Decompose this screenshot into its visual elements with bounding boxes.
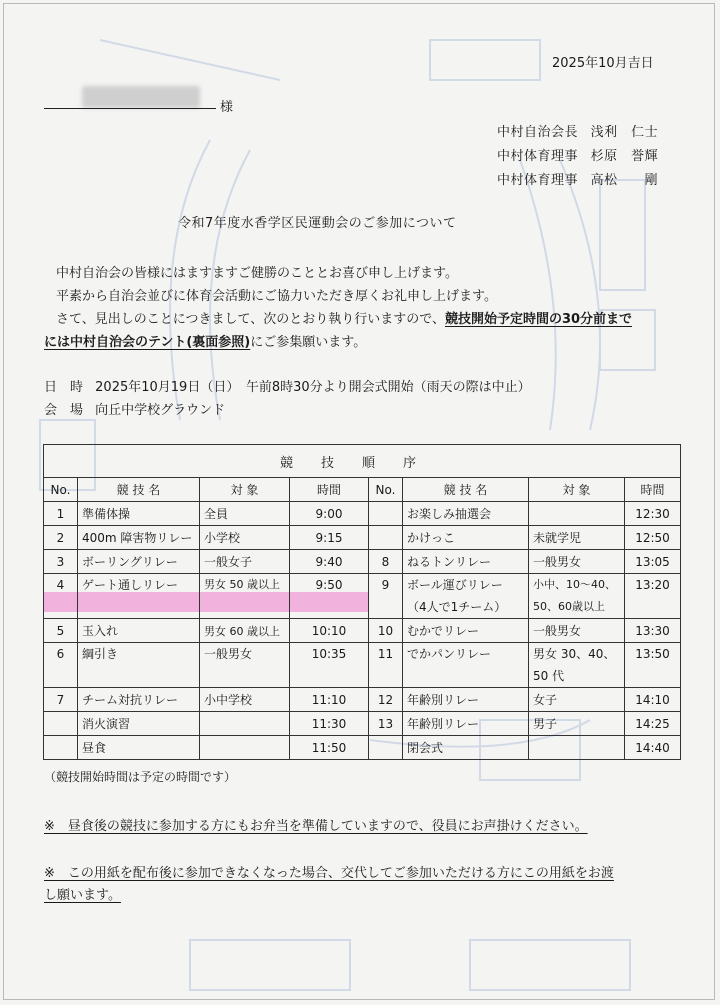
sender-2 [497, 145, 658, 164]
table-row [44, 643, 681, 688]
table-row [44, 688, 681, 712]
cell-time: 9:00 [290, 502, 369, 526]
cell-event: 玉入れ [78, 619, 200, 643]
cell-target [529, 736, 625, 760]
cell-no: 7 [44, 688, 78, 712]
cell-target-line1: 小中、10～40、 [533, 578, 616, 591]
table-heading: 競技順序 [44, 445, 681, 478]
body-line-1: 中村自治会の皆様にはますますご健勝のこととお喜び申し上げます。 [56, 266, 458, 281]
cell-time: 12:30 [625, 502, 681, 526]
event-venue [44, 399, 225, 418]
body-line-3 [56, 308, 632, 327]
program-table [43, 444, 681, 760]
sender-role: 中村自治会長 [497, 125, 579, 140]
cell-event: お楽しみ抽選会 [403, 502, 529, 526]
cell-event: 準備体操 [78, 502, 200, 526]
datetime-label: 日 時 [44, 380, 84, 395]
venue-value: 向丘中学校グラウンド [95, 403, 226, 418]
cell-time: 9:40 [290, 550, 369, 574]
cell-time: 13:05 [625, 550, 681, 574]
body-line-4-plain: にご参集願います。 [250, 335, 367, 350]
sender-name: 浅利 仁士 [590, 125, 659, 140]
table-row [44, 736, 681, 760]
cell-no: 13 [369, 712, 403, 736]
cell-no [369, 502, 403, 526]
cell-time: 13:30 [625, 619, 681, 643]
table-row [44, 526, 681, 550]
sender-role: 中村体育理事 [497, 149, 579, 164]
sender-role: 中村体育理事 [497, 173, 579, 188]
cell-target-line2: 50、60歳以上 [533, 600, 605, 613]
cell-event: 400m 障害物リレー [78, 526, 200, 550]
cell-event: 昼食 [78, 736, 200, 760]
table-column-headers [44, 478, 681, 502]
cell-target [200, 712, 290, 736]
col-no: No. [44, 478, 78, 502]
col-target: 対 象 [529, 478, 625, 502]
cell-target-line2: 50 代 [533, 669, 565, 683]
cell-target [200, 736, 290, 760]
cell-time: 11:50 [290, 736, 369, 760]
cell-event: ゲート通しリレー [78, 574, 200, 619]
cell-event: ボーリングリレー [78, 550, 200, 574]
cell-target: 一般男女 [529, 619, 625, 643]
body-line-3-plain: さて、見出しのことにつきまして、次のとおり執り行いますので、 [56, 312, 445, 327]
cell-time: 14:10 [625, 688, 681, 712]
cell-no: 12 [369, 688, 403, 712]
cell-time: 11:10 [290, 688, 369, 712]
event-datetime [44, 376, 531, 395]
cell-target-line1: 男女 30、40、 [533, 647, 616, 661]
cell-target [529, 502, 625, 526]
cell-target: 小中学校 [200, 688, 290, 712]
col-event: 競 技 名 [403, 478, 529, 502]
cell-target: 一般男女 [200, 643, 290, 688]
cell-event: 消火演習 [78, 712, 200, 736]
remark-substitute-text-2: し願います。 [44, 888, 121, 903]
datetime-value: 2025年10月19日（日） 午前8時30分より開会式開始（雨天の際は中止） [95, 380, 531, 395]
col-time: 時間 [625, 478, 681, 502]
remark-lunch [44, 815, 588, 834]
body-line-4 [44, 331, 366, 350]
cell-time: 13:50 [625, 643, 681, 688]
sender-3 [497, 169, 658, 188]
cell-event: むかでリレー [403, 619, 529, 643]
cell-no [369, 526, 403, 550]
cell-no: 11 [369, 643, 403, 688]
body-line-2: 平素から自治会並びに体育会活動にご協力いただき厚くお礼申し上げます。 [56, 289, 497, 304]
sender-1 [497, 121, 658, 140]
remark-substitute-line2 [44, 884, 121, 903]
sender-name: 杉原 誉輝 [590, 149, 659, 164]
cell-no: 5 [44, 619, 78, 643]
table-row [44, 502, 681, 526]
col-no: No. [369, 478, 403, 502]
cell-event-line1: ボール運びリレー [407, 578, 503, 592]
cell-time: 13:20 [625, 574, 681, 619]
cell-event: 年齢別リレー [403, 712, 529, 736]
cell-event: でかパンリレー [403, 643, 529, 688]
cell-no: 2 [44, 526, 78, 550]
col-event: 競 技 名 [78, 478, 200, 502]
issue-date: 2025年10月吉日 [552, 56, 654, 71]
cell-event: チーム対抗リレー [78, 688, 200, 712]
remark-lunch-text: ※ 昼食後の競技に参加する方にもお弁当を準備していますので、役員にお声掛けください。 [44, 819, 588, 834]
cell-no: 4 [44, 574, 78, 619]
cell-time: 14:40 [625, 736, 681, 760]
col-time: 時間 [290, 478, 369, 502]
cell-target [529, 574, 625, 619]
col-target: 対 象 [200, 478, 290, 502]
cell-time: 10:10 [290, 619, 369, 643]
cell-no: 6 [44, 643, 78, 688]
cell-no: 8 [369, 550, 403, 574]
table-row [44, 619, 681, 643]
cell-event: かけっこ [403, 526, 529, 550]
cell-event-line2: （4人で1チーム） [407, 600, 507, 614]
cell-no: 9 [369, 574, 403, 619]
cell-time: 12:50 [625, 526, 681, 550]
cell-event: 年齢別リレー [403, 688, 529, 712]
cell-no [369, 736, 403, 760]
cell-event: ねるトンリレー [403, 550, 529, 574]
addressee-name-redacted [82, 86, 200, 108]
cell-time: 9:50 [290, 574, 369, 619]
cell-time: 9:15 [290, 526, 369, 550]
assembly-time-emphasis: 競技開始予定時間の30分前まで [444, 312, 633, 327]
table-row [44, 550, 681, 574]
cell-no [44, 712, 78, 736]
cell-time: 11:30 [290, 712, 369, 736]
sender-name: 高松 剛 [590, 173, 659, 188]
tent-location-emphasis: には中村自治会のテント(裏面参照) [44, 335, 251, 350]
addressee-underline [44, 108, 216, 109]
cell-event: 閉会式 [403, 736, 529, 760]
cell-no [44, 736, 78, 760]
document-title: 令和7年度水香学区民運動会のご参加について [178, 216, 457, 231]
cell-time: 10:35 [290, 643, 369, 688]
table-note: （競技開始時間は予定の時間です） [44, 770, 237, 784]
venue-label: 会 場 [44, 403, 84, 418]
cell-event [403, 574, 529, 619]
cell-no: 10 [369, 619, 403, 643]
cell-target [529, 643, 625, 688]
cell-target: 男女 60 歳以上 [200, 619, 290, 643]
cell-target: 未就学児 [529, 526, 625, 550]
table-row-highlighted [44, 574, 681, 619]
remark-substitute-line1 [44, 862, 614, 881]
cell-target: 全員 [200, 502, 290, 526]
cell-no: 1 [44, 502, 78, 526]
cell-target: 男子 [529, 712, 625, 736]
remark-substitute-text-1: ※ この用紙を配布後に参加できなくなった場合、交代してご参加いただける方にこの用紙をお渡 [44, 866, 614, 881]
addressee-suffix: 様 [220, 100, 234, 115]
cell-event: 綱引き [78, 643, 200, 688]
cell-target: 女子 [529, 688, 625, 712]
table-row [44, 712, 681, 736]
cell-no: 3 [44, 550, 78, 574]
cell-target: 男女 50 歳以上 [200, 574, 290, 619]
cell-target: 一般男女 [529, 550, 625, 574]
cell-target: 小学校 [200, 526, 290, 550]
cell-time: 14:25 [625, 712, 681, 736]
cell-target: 一般女子 [200, 550, 290, 574]
